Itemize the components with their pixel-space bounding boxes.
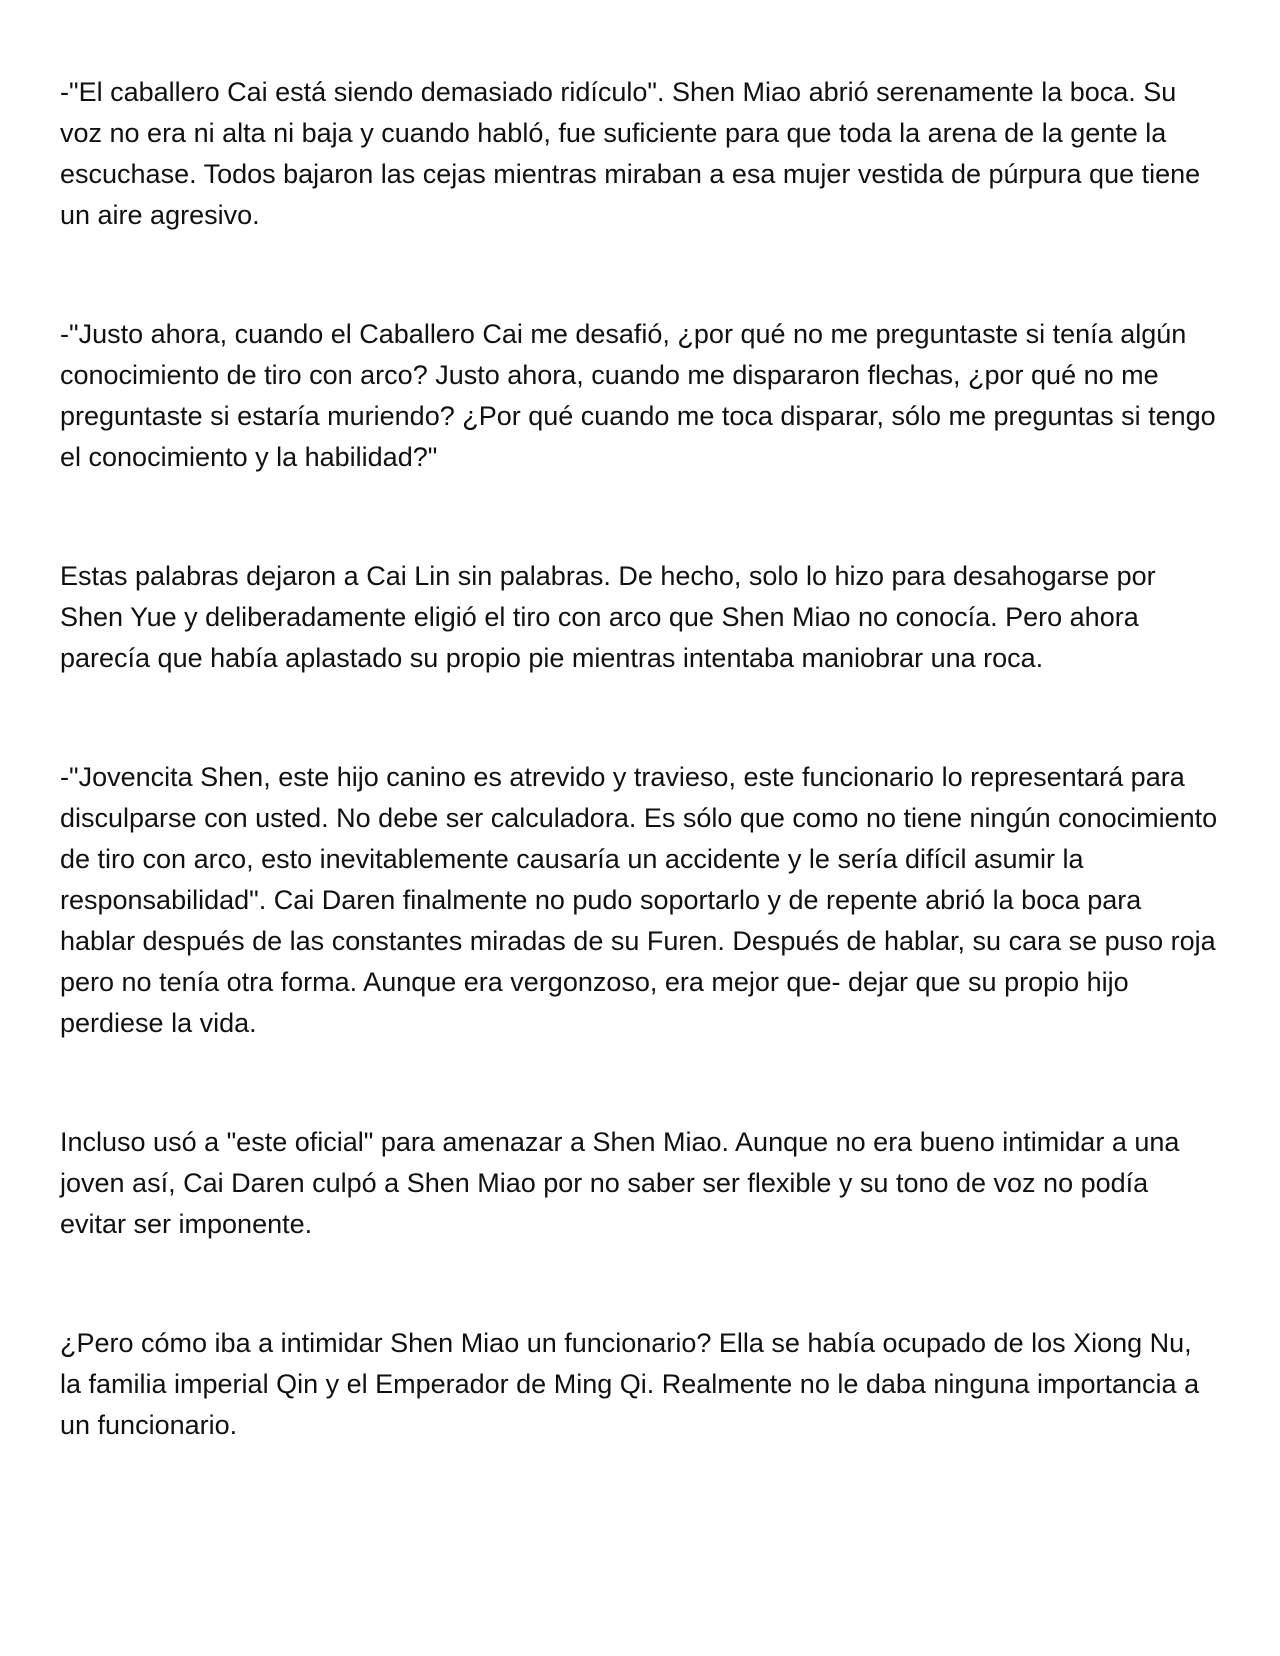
paragraph-6: ¿Pero cómo iba a intimidar Shen Miao un funcionario? Ella se había ocupado de los Xiong Nu, la familia imperial Qin y el Emperador de Ming Qi. Realmente no le daba ninguna importancia a un funcionario. [60, 1328, 1200, 1440]
paragraph-3: Estas palabras dejaron a Cai Lin sin palabras. De hecho, solo lo hizo para desahogarse por Shen Yue y deliberadamente eligió el tiro con arco que Shen Miao no conocía. Pero ahora parecía que había aplastado su propio pie mientras intentaba maniobrar una roca. [60, 561, 1156, 673]
paragraph-1: -"El caballero Cai está siendo demasiado ridículo". Shen Miao abrió serenamente la boca. Su voz no era ni alta ni baja y cuando habló, fue suficiente para que toda la arena de la gente la escuchase. Todos bajaron las cejas mientras miraban a esa mujer vestida de púrpura que tiene un aire agresivo. [60, 77, 1201, 230]
paragraph-5: Incluso usó a "este oficial" para amenazar a Shen Miao. Aunque no era bueno intimidar a una joven así, Cai Daren culpó a Shen Miao por no saber ser flexible y su tono de voz no podía evitar ser imponente. [60, 1127, 1180, 1239]
paragraph-4: -"Jovencita Shen, este hijo canino es atrevido y travieso, este funcionario lo representará para disculparse con usted. No debe ser calculadora. Es sólo que como no tiene ningún conocimiento de tiro con arco, esto inevitablemente causaría un accidente y le sería difícil asumir la responsabilidad". Cai Daren finalmente no pudo soportarlo y de repente abrió la boca para hablar después de las constantes miradas de su Furen. Después de hablar, su cara se puso roja pero no tenía otra forma. Aunque era vergonzoso, era mejor que- dejar que su propio hijo perdiese la vida. [60, 762, 1218, 1038]
paragraph-2: -"Justo ahora, cuando el Caballero Cai me desafió, ¿por qué no me preguntaste si tenía algún conocimiento de tiro con arco? Justo ahora, cuando me dispararon flechas, ¿por qué no me preguntaste si estaría muriendo? ¿Por qué cuando me toca disparar, sólo me preguntas si tengo el conocimiento y la habilidad?" [60, 319, 1216, 472]
